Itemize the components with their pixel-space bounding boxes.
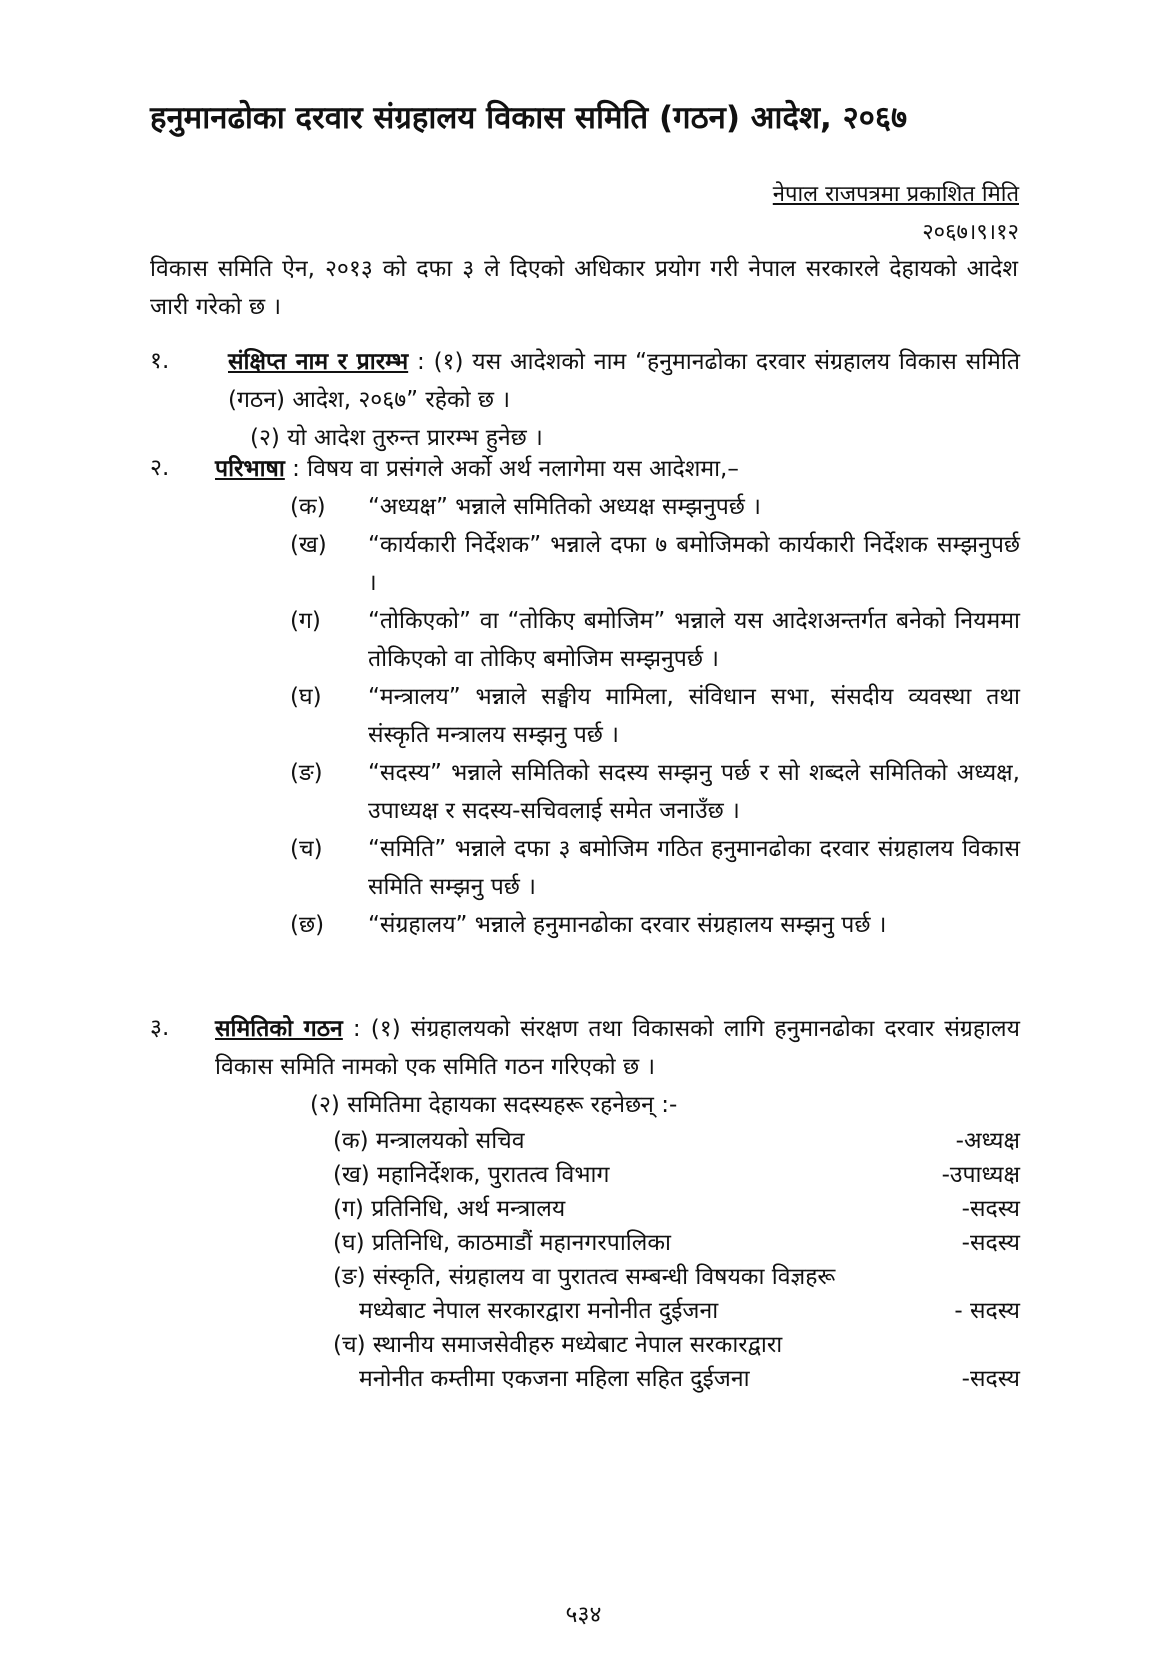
section-3: [150, 1010, 1020, 1396]
member-name: (ङ) संस्कृति, संग्रहालय वा पुरातत्व सम्बन्धी विषयका विज्ञहरू: [333, 1264, 836, 1290]
subsection-2: (२) यो आदेश तुरुन्त प्रारम्भ हुनेछ ।: [250, 425, 543, 451]
members-list: [333, 1124, 1020, 1396]
section-number: १.: [150, 348, 170, 374]
definition-text: “समिति” भन्नाले दफा ३ बमोजिम गठित हनुमानढोका दरवार संग्रहालय विकास समिति सम्झनु पर्छ ।: [368, 836, 1020, 900]
section-number: ३.: [150, 1015, 170, 1041]
definition-item: [290, 678, 1020, 754]
definition-text: “अध्यक्ष” भन्नाले समितिको अध्यक्ष सम्झनुपर्छ ।: [368, 494, 761, 520]
section-heading: परिभाषा: [215, 456, 285, 482]
section-text: : (१) संग्रहालयको संरक्षण तथा विकासको लागि हनुमानढोका दरवार संग्रहालय विकास समिति नामको एक समिति गठन गरिएको छ ।: [215, 1016, 1020, 1080]
publication-date: २०६७।९।१२: [922, 220, 1019, 245]
section-1: [150, 343, 1020, 457]
definition-item: [290, 488, 1020, 526]
member-row: [333, 1260, 1020, 1294]
member-name: मध्येबाट नेपाल सरकारद्वारा मनोनीत दुईजना: [359, 1298, 719, 1324]
member-role: -सदस्य: [961, 1366, 1020, 1392]
subsection-2: (२) समितिमा देहायका सदस्यहरू रहनेछन् :-: [310, 1092, 678, 1118]
member-name: (घ) प्रतिनिधि, काठमाडौं महानगरपालिका: [333, 1230, 671, 1256]
member-row: [333, 1328, 1020, 1362]
definition-label: (च): [290, 836, 323, 862]
definition-label: (घ): [290, 684, 322, 710]
definition-label: (ख): [290, 532, 327, 558]
member-role: -अध्यक्ष: [955, 1128, 1020, 1154]
document-title: हनुमानढोका दरवार संग्रहालय विकास समिति (गठन) आदेश, २०६७: [150, 100, 908, 136]
definition-item: [290, 754, 1020, 830]
definition-text: “कार्यकारी निर्देशक” भन्नाले दफा ७ बमोजिमको कार्यकारी निर्देशक सम्झनुपर्छ ।: [368, 532, 1020, 596]
section-body: [228, 343, 1020, 419]
member-row: [333, 1226, 1020, 1260]
page-number: ५३४: [565, 1602, 602, 1628]
definition-label: (ङ): [290, 760, 323, 786]
member-role: -सदस्य: [961, 1230, 1020, 1256]
member-row: [333, 1158, 1020, 1192]
definition-label: (छ): [290, 912, 325, 938]
section-heading: संक्षिप्त नाम र प्रारम्भ: [228, 349, 409, 375]
definition-text: “तोकिएको” वा “तोकिए बमोजिम” भन्नाले यस आदेशअन्तर्गत बनेको नियममा तोकिएको वा तोकिए बमोजिम सम्झनुपर्छ ।: [368, 608, 1020, 672]
section-body: [215, 450, 1020, 488]
preamble: विकास समिति ऐन, २०१३ को दफा ३ ले दिएको अधिकार प्रयोग गरी नेपाल सरकारले देहायको आदेश जारी गरेको छ ।: [150, 256, 1018, 320]
definitions-list: [214, 488, 1020, 944]
member-name: (ग) प्रतिनिधि, अर्थ मन्त्रालय: [333, 1196, 566, 1222]
member-name: (च) स्थानीय समाजसेवीहरु मध्येबाट नेपाल सरकारद्वारा: [333, 1332, 783, 1358]
section-text: : (१) यस आदेशको नाम “हनुमानढोका दरवार संग्रहालय विकास समिति (गठन) आदेश, २०६७” रहेको छ ।: [228, 349, 1020, 413]
definition-item: [290, 906, 1020, 944]
publication-label: नेपाल राजपत्रमा प्रकाशित मिति: [772, 182, 1019, 207]
publication-info: [773, 178, 1019, 246]
definition-item: [290, 602, 1020, 678]
member-name: (ख) महानिर्देशक, पुरातत्व विभाग: [333, 1162, 610, 1188]
section-heading: समितिको गठन: [215, 1016, 343, 1042]
member-role: - सदस्य: [954, 1298, 1020, 1324]
section-body: [215, 1010, 1020, 1086]
member-row-continued: [333, 1294, 1020, 1328]
member-row: [333, 1192, 1020, 1226]
member-row: [333, 1124, 1020, 1158]
section-2: [150, 450, 1020, 944]
definition-text: “संग्रहालय” भन्नाले हनुमानढोका दरवार संग्रहालय सम्झनु पर्छ ।: [368, 912, 887, 938]
definition-label: (क): [290, 494, 326, 520]
member-name: (क) मन्त्रालयको सचिव: [333, 1128, 525, 1154]
definition-text: “मन्त्रालय” भन्नाले सङ्घीय मामिला, संविधान सभा, संसदीय व्यवस्था तथा संस्कृति मन्त्रालय सम्झनु पर्छ ।: [368, 684, 1020, 748]
member-row-continued: [333, 1362, 1020, 1396]
member-name: मनोनीत कम्तीमा एकजना महिला सहित दुईजना: [359, 1366, 750, 1392]
definition-text: “सदस्य” भन्नाले समितिको सदस्य सम्झनु पर्छ र सो शब्दले समितिको अध्यक्ष, उपाध्यक्ष र सदस्य-सचिवलाई समेत जनाउँछ ।: [368, 760, 1020, 824]
definition-item: [290, 830, 1020, 906]
section-text: : विषय वा प्रसंगले अर्को अर्थ नलागेमा यस आदेशमा,–: [284, 456, 739, 482]
section-number: २.: [150, 455, 170, 481]
definition-label: (ग): [290, 608, 321, 634]
definition-item: [290, 526, 1020, 602]
member-role: -सदस्य: [961, 1196, 1020, 1222]
member-role: -उपाध्यक्ष: [941, 1162, 1020, 1188]
